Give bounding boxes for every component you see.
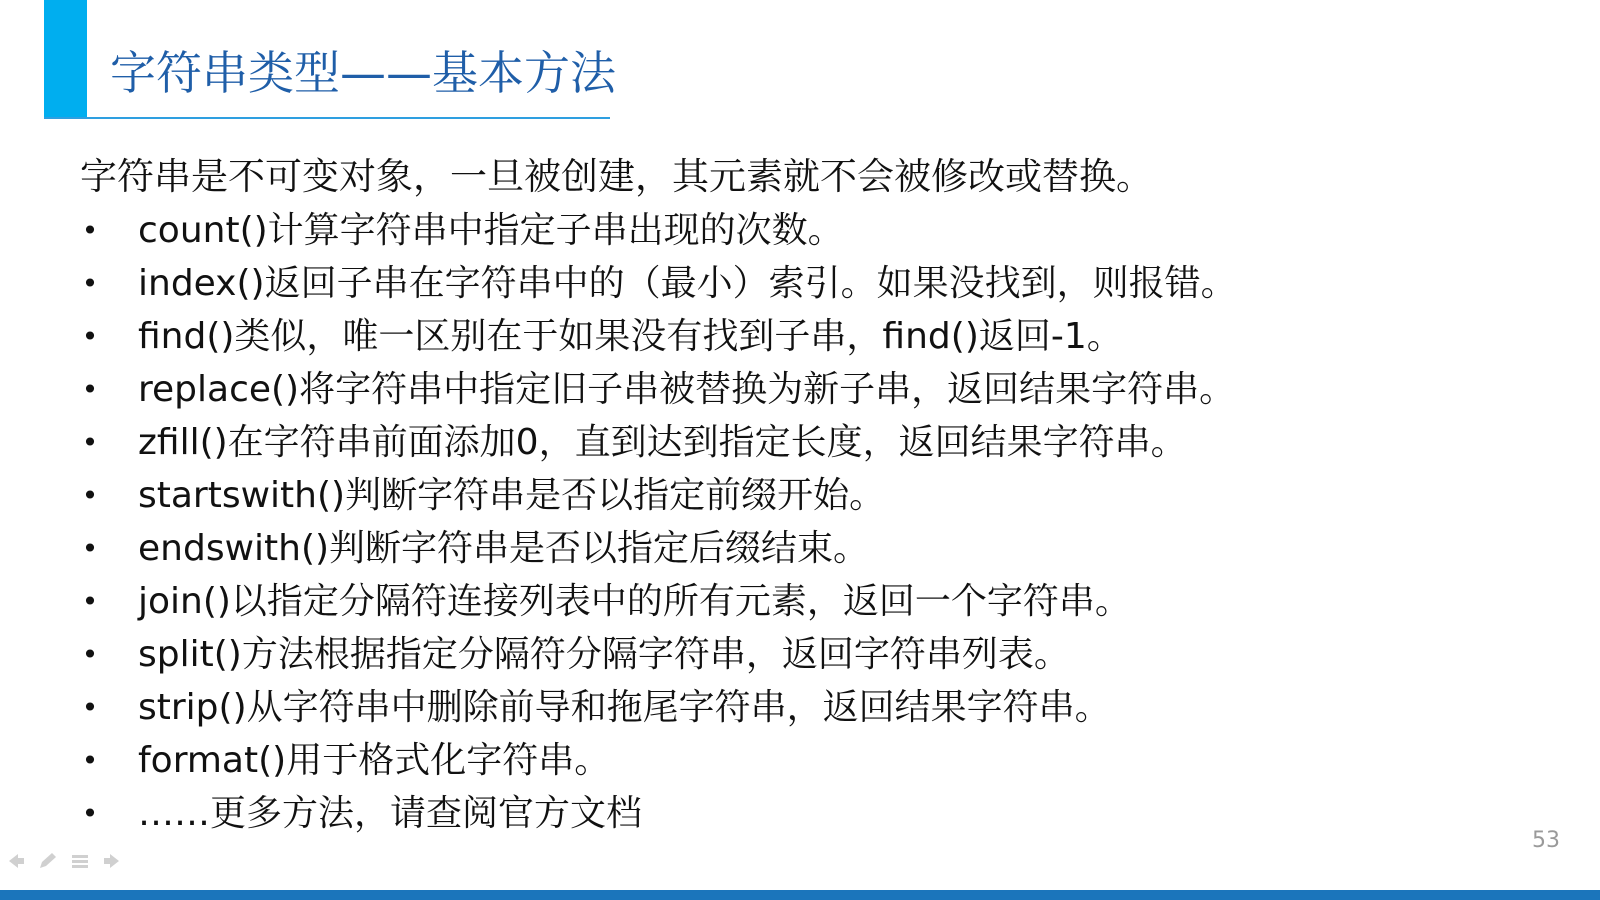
back-arrow-icon[interactable] — [4, 850, 28, 872]
bullet-text: join()以指定分隔符连接列表中的所有元素，返回一个字符串。 — [138, 581, 1131, 622]
forward-arrow-icon[interactable] — [100, 850, 124, 872]
page-number: 53 — [1532, 828, 1560, 853]
bullet-dot: • — [81, 320, 99, 353]
slide-content — [80, 150, 1480, 840]
bullet-text: replace()将字符串中指定旧子串被替换为新子串，返回结果字符串。 — [138, 369, 1236, 410]
bullet-list — [80, 204, 1480, 840]
bullet-dot: • — [81, 426, 99, 459]
slideshow-nav-controls — [4, 850, 124, 872]
bullet-text: startswith()判断字符串是否以指定前缀开始。 — [138, 475, 886, 516]
slide-title: 字符串类型——基本方法 — [110, 46, 616, 100]
bullet-text: count()计算字符串中指定子串出现的次数。 — [138, 210, 844, 251]
bullet-item — [80, 363, 1480, 416]
bullet-text: endswith()判断字符串是否以指定后缀结束。 — [138, 528, 870, 569]
bullet-item — [80, 681, 1480, 734]
bullet-item — [80, 204, 1480, 257]
bullet-item — [80, 469, 1480, 522]
bullet-text: zfill()在字符串前面添加0，直到达到指定长度，返回结果字符串。 — [138, 422, 1187, 463]
bullet-item — [80, 310, 1480, 363]
bullet-text: ……更多方法，请查阅官方文档 — [138, 793, 643, 834]
bullet-dot: • — [81, 797, 99, 830]
title-accent-bar — [44, 0, 87, 118]
bottom-accent-bar — [0, 890, 1600, 900]
pen-icon[interactable] — [36, 850, 60, 872]
bullet-dot: • — [81, 373, 99, 406]
intro-text: 字符串是不可变对象，一旦被创建，其元素就不会被修改或替换。 — [80, 155, 1153, 198]
bullet-dot: • — [81, 638, 99, 671]
bullet-item — [80, 257, 1480, 310]
bullet-text: find()类似，唯一区别在于如果没有找到子串，find()返回-1。 — [138, 316, 1123, 357]
menu-icon[interactable] — [68, 850, 92, 872]
bullet-dot: • — [81, 585, 99, 618]
title-underline — [44, 117, 610, 119]
bullet-dot: • — [81, 479, 99, 512]
bullet-item — [80, 628, 1480, 681]
bullet-dot: • — [81, 532, 99, 565]
bullet-item — [80, 575, 1480, 628]
bullet-dot: • — [81, 691, 99, 724]
bullet-dot: • — [81, 267, 99, 300]
bullet-text: format()用于格式化字符串。 — [138, 740, 611, 781]
bullet-dot: • — [81, 214, 99, 247]
bullet-item — [80, 416, 1480, 469]
bullet-item — [80, 734, 1480, 787]
bullet-text: strip()从字符串中删除前导和拖尾字符串，返回结果字符串。 — [138, 687, 1111, 728]
bullet-item — [80, 787, 1480, 840]
bullet-item — [80, 522, 1480, 575]
bullet-text: index()返回子串在字符串中的（最小）索引。如果没找到，则报错。 — [138, 263, 1237, 304]
bullet-dot: • — [81, 744, 99, 777]
bullet-text: split()方法根据指定分隔符分隔字符串，返回字符串列表。 — [138, 634, 1070, 675]
